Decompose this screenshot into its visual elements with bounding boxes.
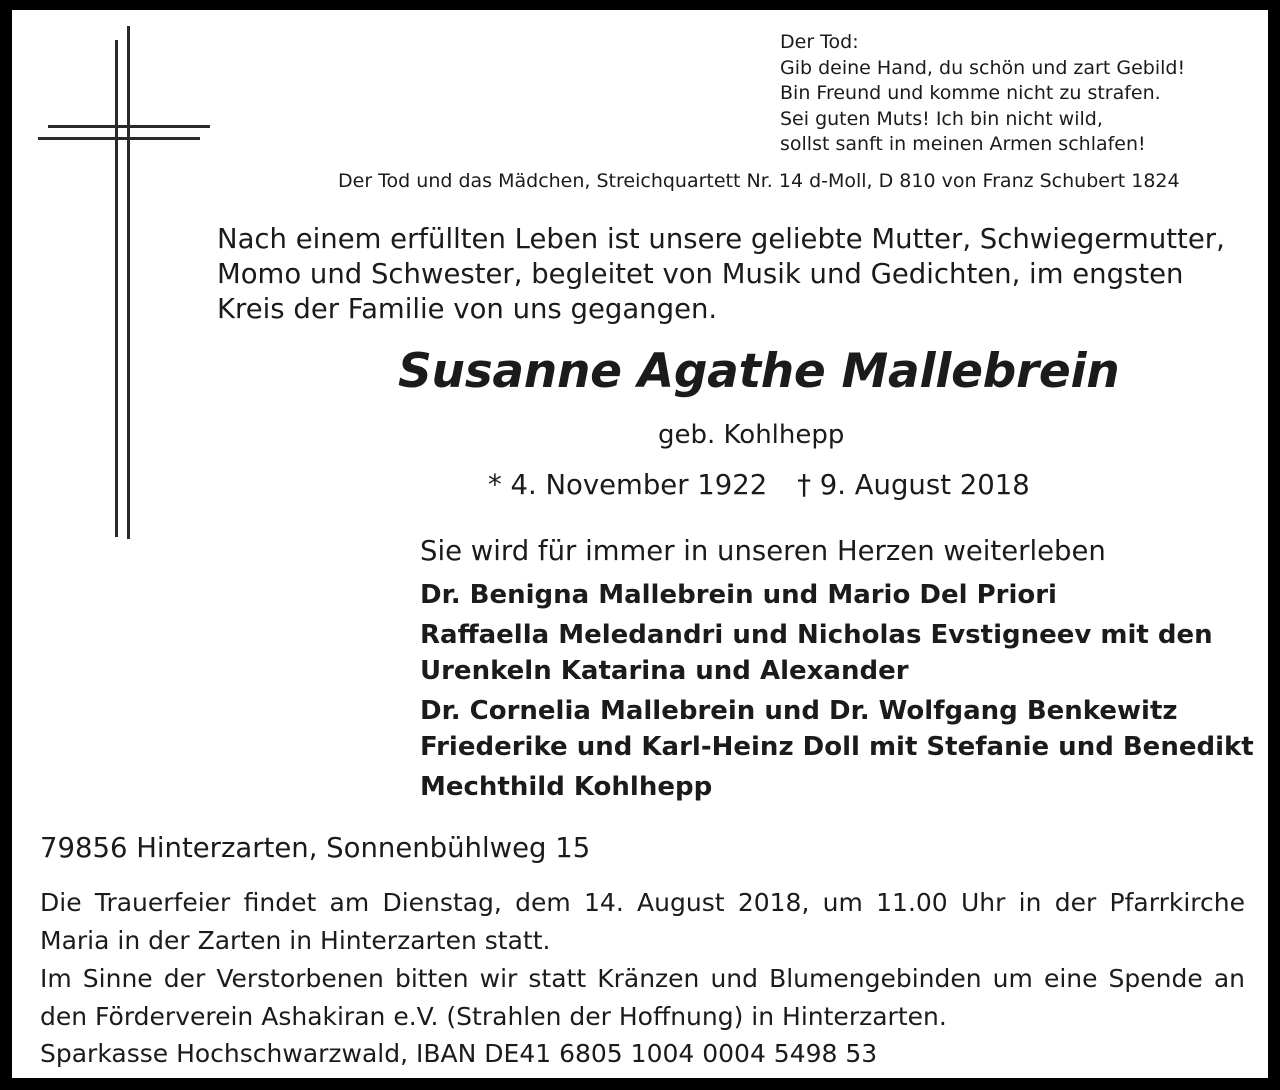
- life-dates: [488, 469, 1030, 501]
- poem-line: Gib deine Hand, du schön und zart Gebild!: [780, 56, 1186, 79]
- memory-line: Sie wird für immer in unseren Herzen weiterleben: [420, 535, 1106, 567]
- death-date: † 9. August 2018: [797, 469, 1030, 501]
- mourner-line: Friederike und Karl-Heinz Doll mit Stefanie und Benedikt: [420, 732, 1254, 762]
- mourner-line: Mechthild Kohlhepp: [420, 772, 713, 802]
- poem-line: Sei guten Muts! Ich bin nicht wild,: [780, 107, 1103, 130]
- intro-line: Nach einem erfüllten Leben ist unsere geliebte Mutter, Schwiegermutter,: [217, 223, 1225, 255]
- donation-info: [40, 960, 1245, 1073]
- deceased-name: Susanne Agathe Mallebrein: [398, 344, 1120, 399]
- mourner-line: Dr. Benigna Mallebrein und Mario Del Priori: [420, 580, 1057, 610]
- poem-line: Bin Freund und komme nicht zu strafen.: [780, 82, 1161, 104]
- mourner-line: Urenkeln Katarina und Alexander: [420, 656, 909, 686]
- ceremony-info: Die Trauerfeier findet am Dienstag, dem 14. August 2018, um 11.00 Uhr in der Pfarrkirche Maria in der Zarten in Hinterzarten statt.: [40, 888, 1245, 955]
- intro-text: [217, 222, 1225, 327]
- birth-name: geb. Kohlhepp: [658, 420, 845, 450]
- donation-text: Im Sinne der Verstorbenen bitten wir statt Kränzen und Blumengebinden um eine Spende an den Förderverein Ashakiran e.V. (Strahlen der Hoffnung) in Hinterzarten.: [40, 964, 1245, 1031]
- poem-line: sollst sanft in meinen Armen schlafen!: [780, 133, 1146, 155]
- poem-line: Der Tod:: [780, 31, 859, 53]
- poem-quote: [780, 30, 1185, 158]
- mourners-list: [420, 577, 1254, 805]
- mourner-line: Dr. Cornelia Mallebrein und Dr. Wolfgang Benkewitz: [420, 696, 1178, 726]
- family-address: 79856 Hinterzarten, Sonnenbühlweg 15: [40, 832, 591, 864]
- intro-line: Momo und Schwester, begleitet von Musik und Gedichten, im engsten: [217, 258, 1184, 290]
- poem-source: Der Tod und das Mädchen, Streichquartett Nr. 14 d-Moll, D 810 von Franz Schubert 1824: [338, 170, 1180, 192]
- birth-date: * 4. November 1922: [488, 469, 768, 501]
- bank-details: Sparkasse Hochschwarzwald, IBAN DE41 6805 1004 0004 5498 53: [40, 1039, 878, 1068]
- mourner-line: Raffaella Meledandri und Nicholas Evstigneev mit den: [420, 620, 1213, 650]
- obituary-notice: [12, 10, 1268, 1078]
- intro-line: Kreis der Familie von uns gegangen.: [217, 293, 718, 325]
